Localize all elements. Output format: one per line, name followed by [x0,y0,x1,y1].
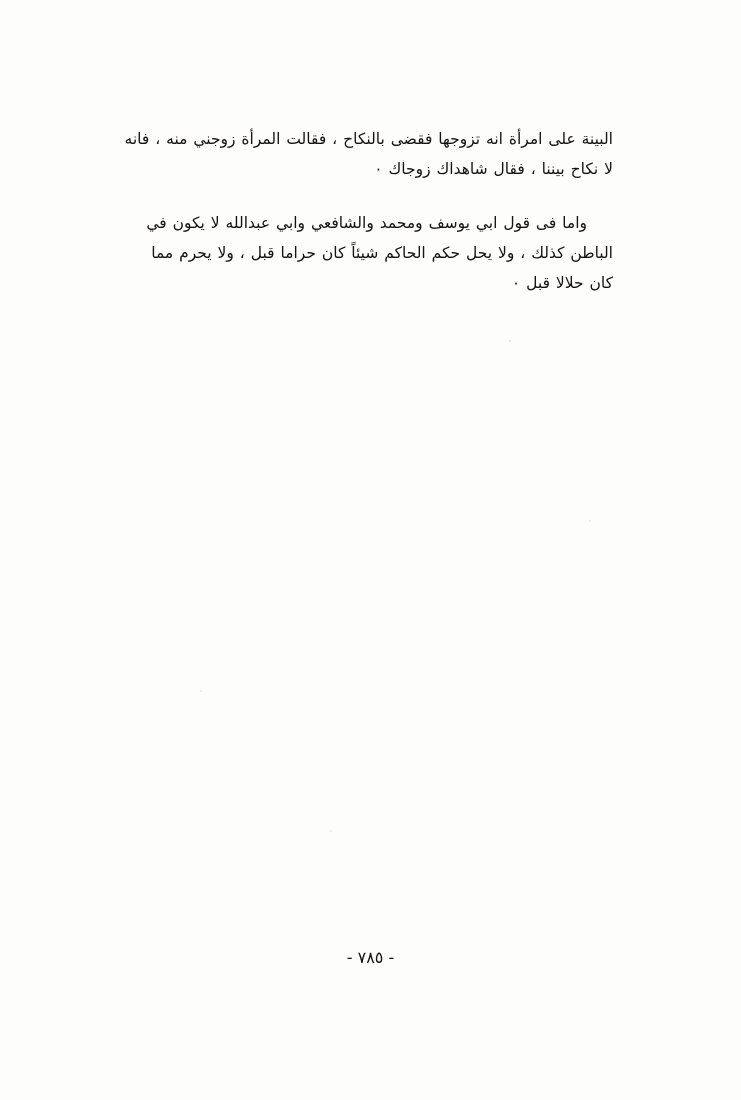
paragraph-2-line-1-text: واما فى قول ابي يوسف ومحمد والشافعي وابي عبدالله لا يكون في [146,214,587,232]
body-paragraph-2 [123,208,613,299]
paragraph-1-line-2: لا نكاح بيننا ، فقال شاهداك زوجاك ٠ [374,160,613,179]
paper-speck [200,690,202,692]
paragraph-2-line-3: كان حلالا قبل ٠ [511,274,613,293]
paper-speck [589,520,591,522]
paragraph-2-line-2: الباطن كذلك ، ولا يحل حكم الحاكم شيئاً كان حراما قبل ، ولا يحرم مما [151,244,613,263]
paper-speck [509,340,511,342]
paper-speck [330,830,332,832]
page-number: - ٧٨٥ - [346,948,395,967]
body-paragraph-1 [123,124,613,184]
paragraph-1-line-1: البينة على امرأة انه تزوجها فقضى بالنكاح ، فقالت المرأة زوجني منه ، فانه [124,130,613,148]
paragraph-2-line-1 [123,208,613,238]
